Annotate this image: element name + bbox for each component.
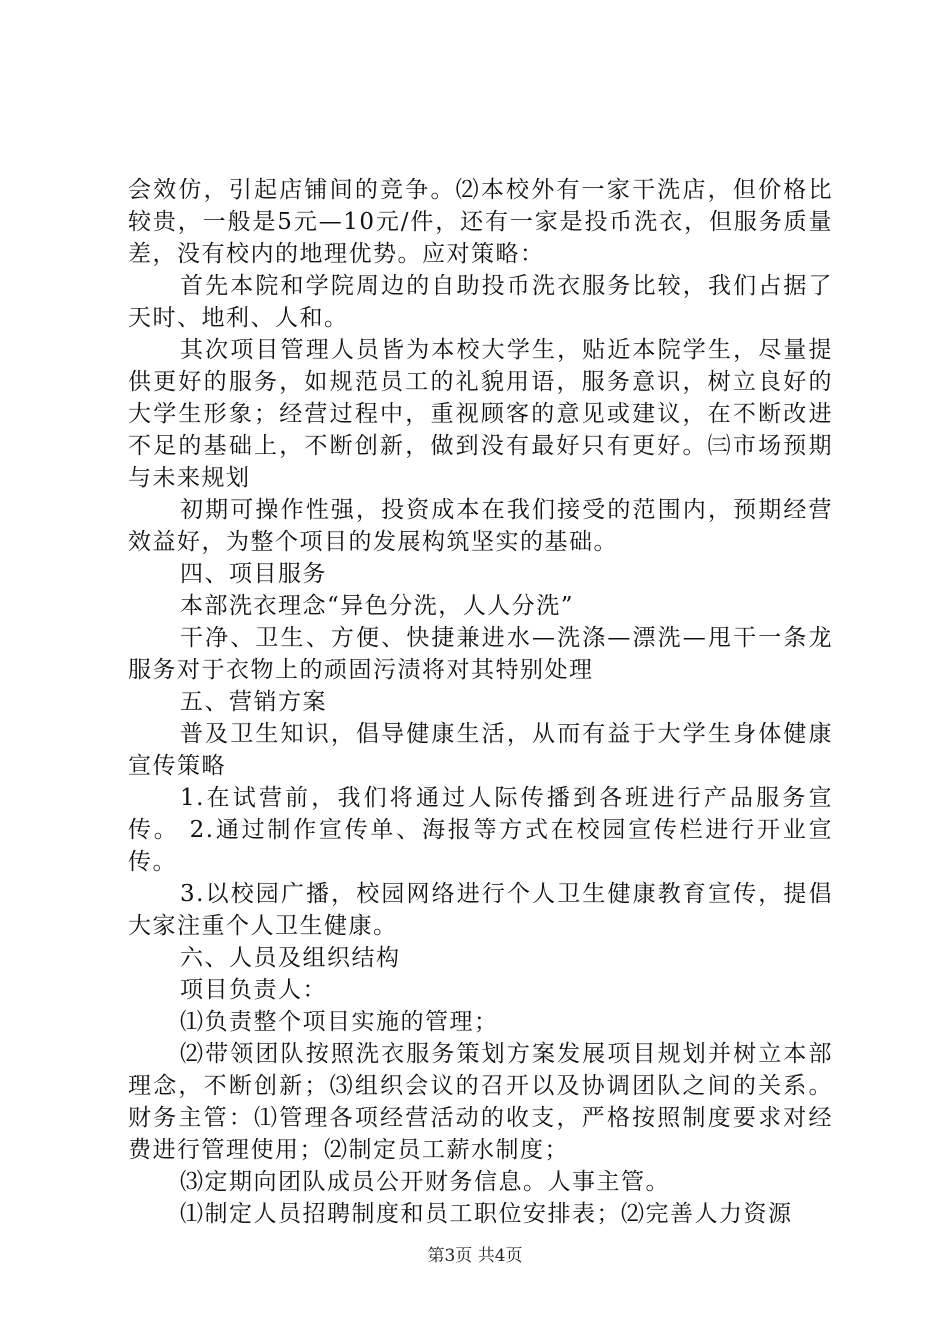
paragraph: 五、营销方案 (180, 689, 327, 715)
paragraph: ⑶定期向团队成员公开财务信息。人事主管。 (180, 1169, 670, 1195)
paragraph: 本部洗衣理念“异色分洗，人人分洗” (180, 593, 575, 619)
paragraph: 四、项目服务 (180, 561, 327, 587)
paragraph: 初期可操作性强，投资成本在我们接受的范围内，预期经营效益好，为整个项目的发展构筑坚实的基础。 (128, 497, 833, 555)
paragraph: 3.以校园广播，校园网络进行个人卫生健康教育宣传，提倡大家注重个人卫生健康。 (128, 881, 833, 939)
paragraph: ⑵带领团队按照洗衣服务策划方案发展项目规划并树立本部理念，不断创新；⑶组织会议的召开以及协调团队之间的关系。财务主管：⑴管理各项经营活动的收支，严格按照制度要求对经费进行管理使用；⑵制定员工薪水制度； (128, 1041, 833, 1163)
paragraph: 项目负责人： (180, 977, 327, 1003)
paragraph: 其次项目管理人员皆为本校大学生，贴近本院学生，尽量提供更好的服务，如规范员工的礼貌用语，服务意识，树立良好的大学生形象；经营过程中，重视顾客的意见或建议，在不断改进不足的基础上，不断创新，做到没有最好只有更好。㈢市场预期与未来规划 (128, 337, 833, 491)
paragraph: ⑴制定人员招聘制度和员工职位安排表；⑵完善人力资源 (180, 1201, 793, 1227)
paragraph: 会效仿，引起店铺间的竞争。⑵本校外有一家干洗店，但价格比较贵，一般是5元—10元/件，还有一家是投币洗衣，但服务质量差，没有校内的地理优势。应对策略： (128, 177, 833, 267)
paragraph: 普及卫生知识，倡导健康生活，从而有益于大学生身体健康宣传策略 (128, 721, 833, 779)
paragraph: 1.在试营前，我们将通过人际传播到各班进行产品服务宣传。 2.通过制作宣传单、海报等方式在校园宣传栏进行开业宣传。 (128, 785, 833, 875)
document-body (128, 174, 833, 1230)
paragraph: 首先本院和学院周边的自助投币洗衣服务比较，我们占据了天时、地利、人和。 (128, 273, 833, 331)
paragraph: ⑴负责整个项目实施的管理； (180, 1009, 499, 1035)
page-footer: 第3页 共4页 (427, 1246, 523, 1266)
paragraph: 六、人员及组织结构 (180, 945, 401, 971)
paragraph: 干净、卫生、方便、快捷兼进水—洗涤—漂洗—甩干一条龙服务对于衣物上的顽固污渍将对其特别处理 (128, 625, 833, 683)
